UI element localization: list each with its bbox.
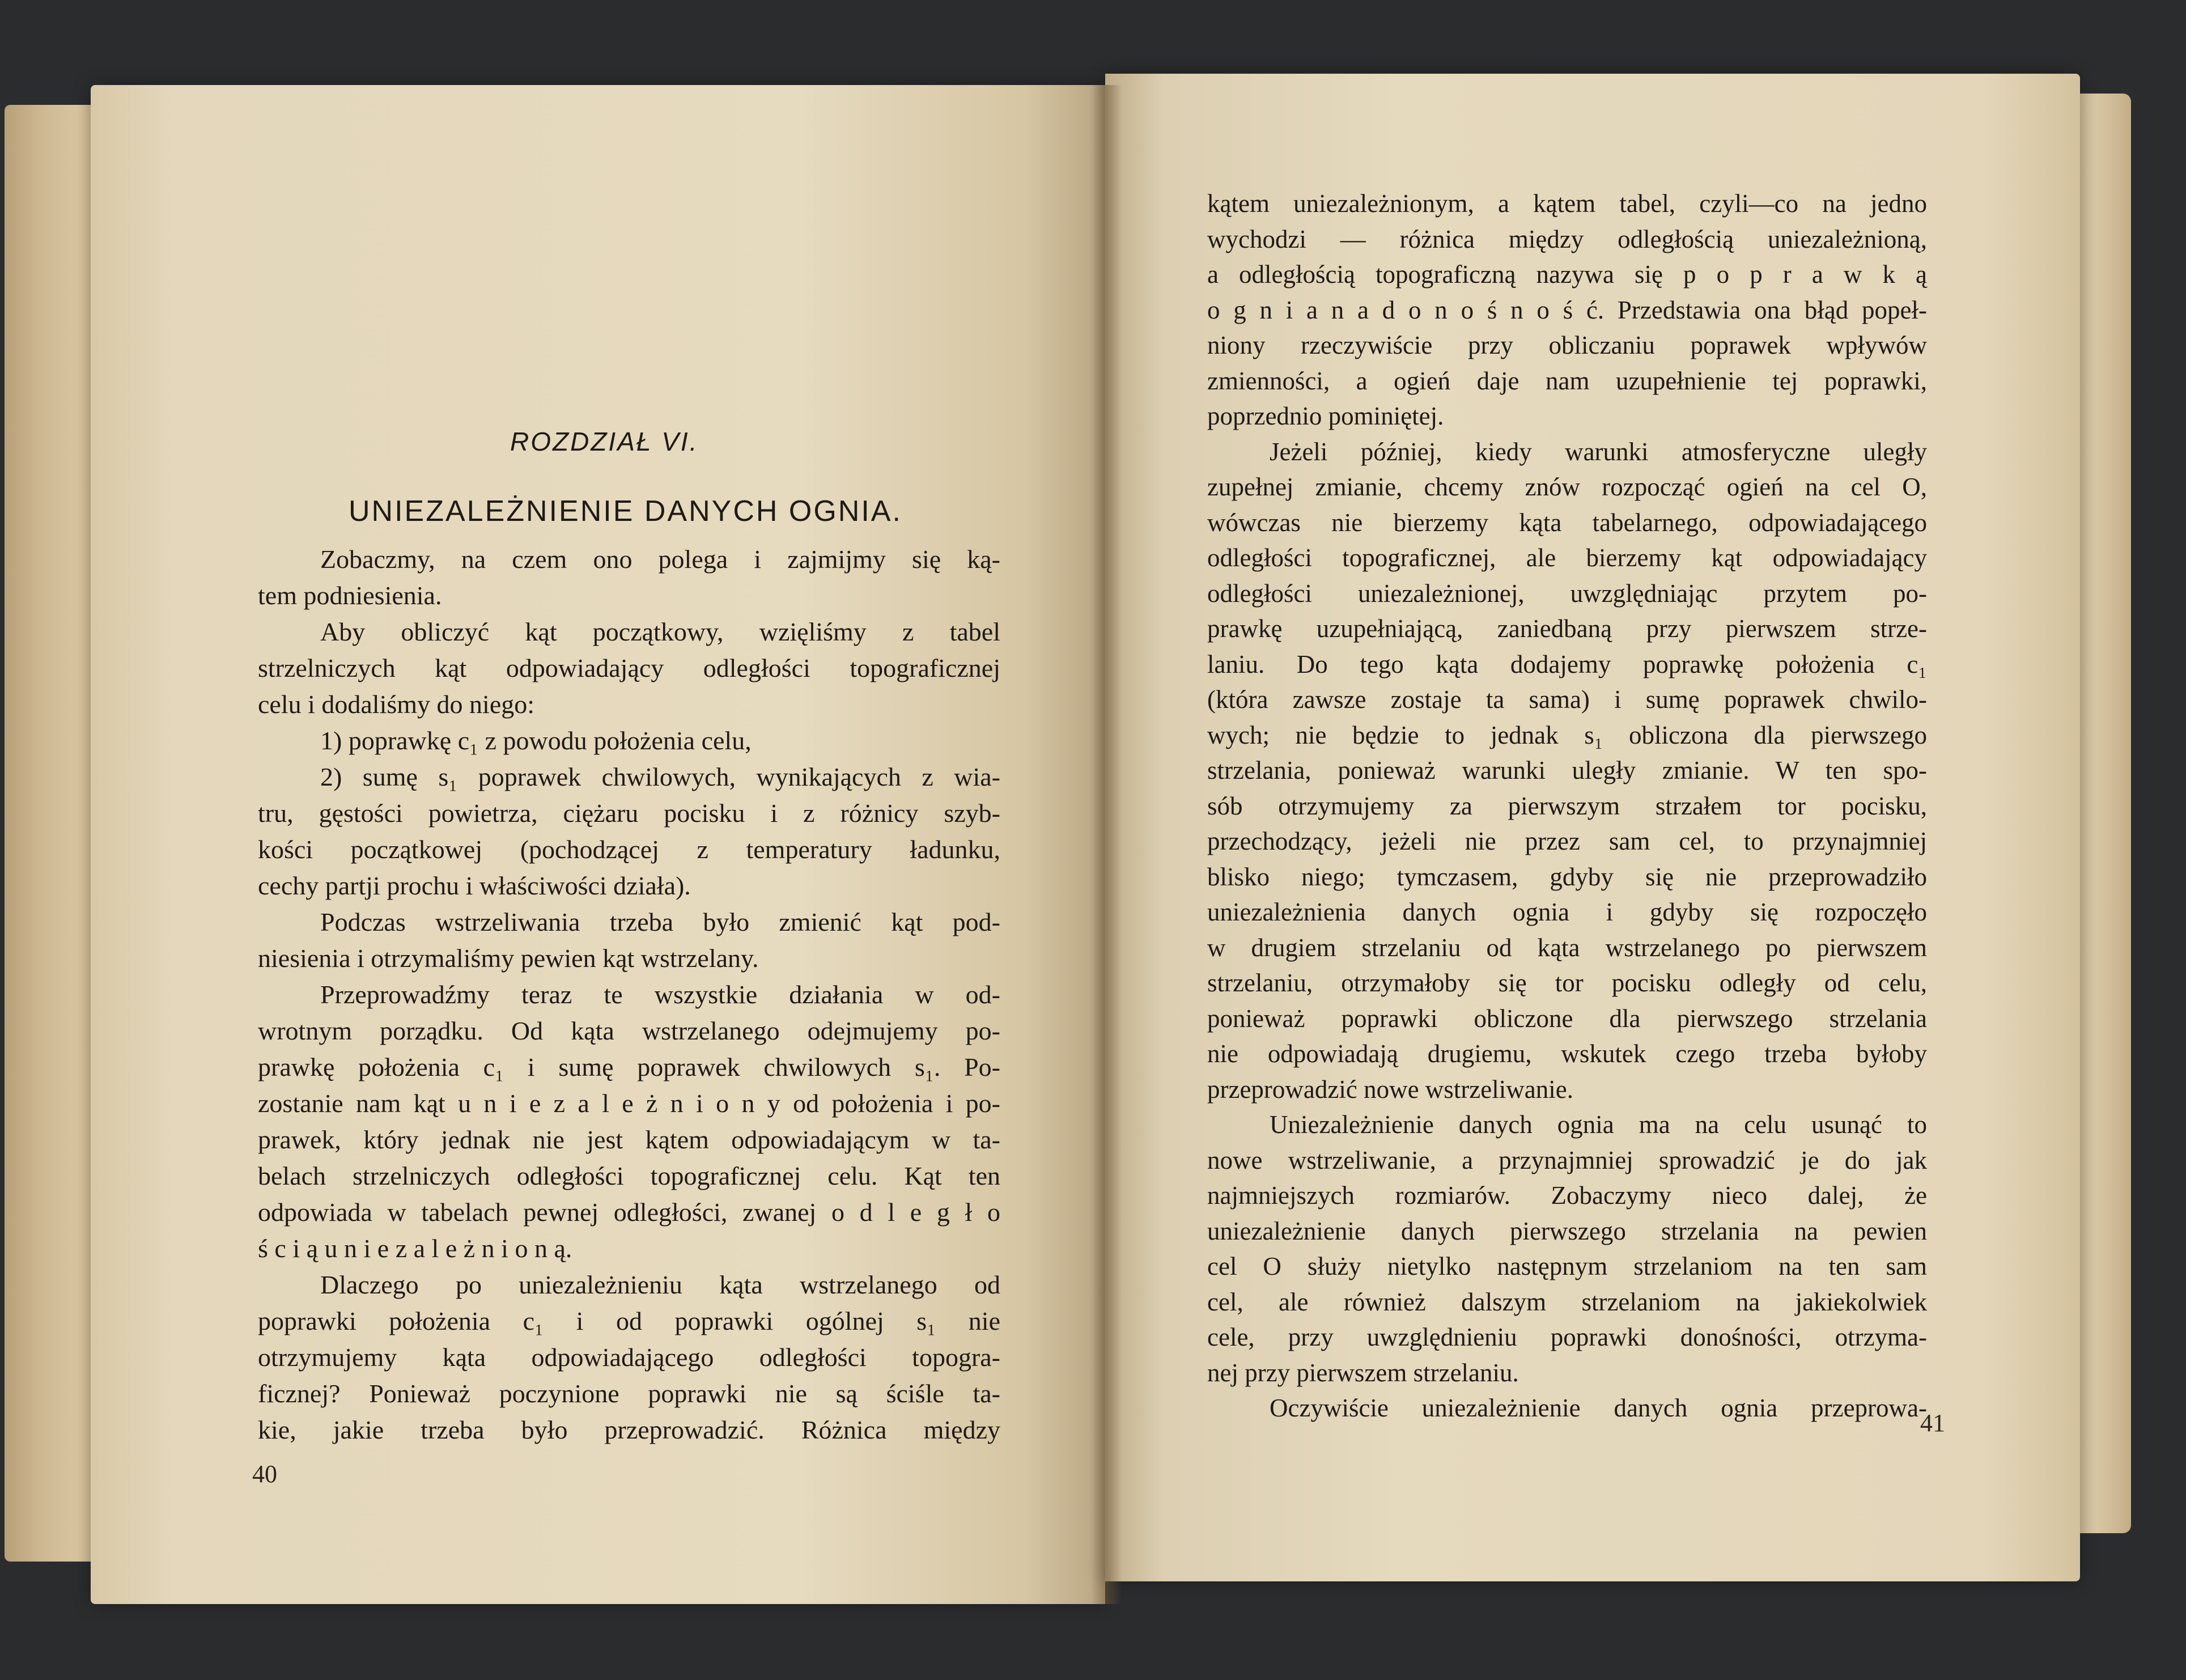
text-line: blisko niego; tymczasem, gdyby się nie przeprowadziło	[1207, 862, 1927, 891]
text-line: prawkę uzupełniającą, zaniedbaną przy pierwszem strze-	[1207, 614, 1927, 643]
text-line: cel O służy nietylko następnym strzelaniom na ten sam	[1207, 1252, 1927, 1280]
text-line: nie odpowiadają drugiemu, wskutek czego trzeba byłoby	[1207, 1040, 1927, 1068]
text-line: uniezależnienie danych pierwszego strzelania na pewien	[1207, 1216, 1927, 1245]
text-line: ś c i ą u n i e z a l e ż n i o n ą.	[258, 1234, 572, 1263]
right-page-text	[1207, 186, 1927, 1426]
text-line: cele, przy uwzględnieniu poprawki donośności, otrzyma-	[1207, 1323, 1927, 1351]
text-line: Dlaczego po uniezależnieniu kąta wstrzelanego od	[320, 1270, 1000, 1299]
text-line: odległości topograficznej, ale bierzemy kąt odpowiadający	[1207, 544, 1927, 572]
text-line: laniu. Do tego kąta dodajemy poprawkę położenia c₁	[1207, 650, 1927, 678]
text-line: wychodzi — różnica między odległością uniezależnioną,	[1207, 224, 1927, 253]
text-line: wrotnym porządku. Od kąta wstrzelanego odejmujemy po-	[258, 1016, 1000, 1045]
text-line: przeprowadzić nowe wstrzeliwanie.	[1207, 1075, 1573, 1104]
text-line: Podczas wstrzeliwania trzeba było zmienić kąt pod-	[320, 907, 1000, 936]
page-number-left: 40	[252, 1460, 277, 1488]
text-line: belach strzelniczych odległości topograficznej celu. Kąt ten	[258, 1161, 1000, 1190]
text-line: strzelniczych kąt odpowiadający odległości topograficznej	[258, 654, 1000, 682]
chapter-number: ROZDZIAŁ VI.	[510, 427, 699, 456]
text-line: Oczywiście uniezależnienie danych ognia przeprowa-	[1270, 1394, 1927, 1422]
text-line: niesienia i otrzymaliśmy pewien kąt wstrzelany.	[258, 944, 759, 973]
text-line: tru, gęstości powietrza, ciężaru pocisku i z różnicy szyb-	[258, 799, 1000, 828]
text-line: prawkę położenia c₁ i sumę poprawek chwilowych s₁. Po-	[258, 1053, 1000, 1081]
text-line: (która zawsze zostaje ta sama) i sumę poprawek chwilo-	[1207, 685, 1927, 714]
text-line: Jeżeli później, kiedy warunki atmosferyczne uległy	[1270, 437, 1927, 466]
text-line: najmniejszych rozmiarów. Zobaczymy nieco dalej, że	[1207, 1181, 1927, 1210]
book-gutter	[1091, 85, 1122, 1604]
text-line: 1) poprawkę c₁ z powodu położenia celu,	[320, 726, 752, 755]
text-line: otrzymujemy kąta odpowiadającego odległości topogra-	[258, 1343, 1000, 1372]
text-line: Uniezależnienie danych ognia ma na celu usunąć to	[1270, 1110, 1927, 1139]
text-line: 2) sumę s₁ poprawek chwilowych, wynikających z wia-	[320, 762, 1000, 791]
text-line: celu i dodaliśmy do niego:	[258, 690, 535, 719]
text-line: zostanie nam kąt u n i e z a l e ż n i o n y od położenia i po-	[258, 1089, 1000, 1118]
text-line: Aby obliczyć kąt początkowy, wzięliśmy z tabel	[320, 617, 1000, 646]
text-line: a odległością topograficzną nazywa się p o p r a w k ą	[1207, 260, 1927, 289]
text-line: niony rzeczywiście przy obliczaniu poprawek wpływów	[1207, 331, 1927, 359]
text-line: kości początkowej (pochodzącej z temperatury ładunku,	[258, 835, 1000, 864]
text-line: kątem uniezależnionym, a kątem tabel, czyli—co na jedno	[1207, 189, 1927, 218]
text-line: ponieważ poprawki obliczone dla pierwszego strzelania	[1207, 1004, 1927, 1033]
text-line: strzelaniu, otrzymałoby się tor pocisku odległy od celu,	[1207, 969, 1927, 997]
chapter-title: UNIEZALEŻNIENIE DANYCH OGNIA.	[349, 495, 902, 528]
text-line: nowe wstrzeliwanie, a przynajmniej sprowadzić je do jak	[1207, 1146, 1927, 1174]
text-line: Przeprowadźmy teraz te wszystkie działania w od-	[320, 980, 1000, 1009]
text-line: ficznej? Ponieważ poczynione poprawki nie są ściśle ta-	[258, 1379, 1000, 1408]
text-line: wych; nie będzie to jednak s₁ obliczona dla pierwszego	[1207, 720, 1927, 749]
text-line: Zobaczmy, na czem ono polega i zajmijmy się ką-	[320, 545, 1000, 574]
text-line: odpowiada w tabelach pewnej odległości, zwanej o d l e g ł o	[258, 1198, 1000, 1227]
text-line: poprzednio pominiętej.	[1207, 402, 1444, 430]
text-line: wówczas nie bierzemy kąta tabelarnego, odpowiadającego	[1207, 508, 1927, 537]
text-line: prawek, który jednak nie jest kątem odpowiadającym w ta-	[258, 1125, 1000, 1154]
text-line: sób otrzymujemy za pierwszym strzałem tor pocisku,	[1207, 791, 1927, 820]
text-line: kie, jakie trzeba było przeprowadzić. Różnica między	[258, 1415, 1000, 1444]
text-line: o g n i a n a d o n o ś n o ś ć. Przedstawia ona błąd popeł-	[1207, 295, 1927, 324]
text-line: poprawki położenia c₁ i od poprawki ogólnej s₁ nie	[258, 1306, 1000, 1335]
left-page-text	[258, 541, 1000, 1448]
text-line: zupełnej zmianie, chcemy znów rozpocząć ogień na cel O,	[1207, 473, 1927, 501]
text-line: nej przy pierwszem strzelaniu.	[1207, 1358, 1519, 1387]
text-line: przechodzący, jeżeli nie przez sam cel, to przynajmniej	[1207, 827, 1927, 855]
text-line: uniezależnienia danych ognia i gdyby się rozpoczęło	[1207, 898, 1927, 926]
text-line: tem podniesienia.	[258, 581, 442, 610]
text-line: zmienności, a ogień daje nam uzupełnienie tej poprawki,	[1207, 366, 1927, 395]
page-number-right: 41	[1920, 1409, 1945, 1437]
text-line: odległości uniezależnionej, uwzględniając przytem po-	[1207, 579, 1927, 608]
text-line: cechy partji prochu i właściwości działa).	[258, 871, 691, 900]
text-line: cel, ale również dalszym strzelaniom na jakiekolwiek	[1207, 1287, 1927, 1316]
text-line: w drugiem strzelaniu od kąta wstrzelanego po pierwszem	[1207, 933, 1927, 962]
text-line: strzelania, ponieważ warunki uległy zmianie. W ten spo-	[1207, 756, 1927, 784]
